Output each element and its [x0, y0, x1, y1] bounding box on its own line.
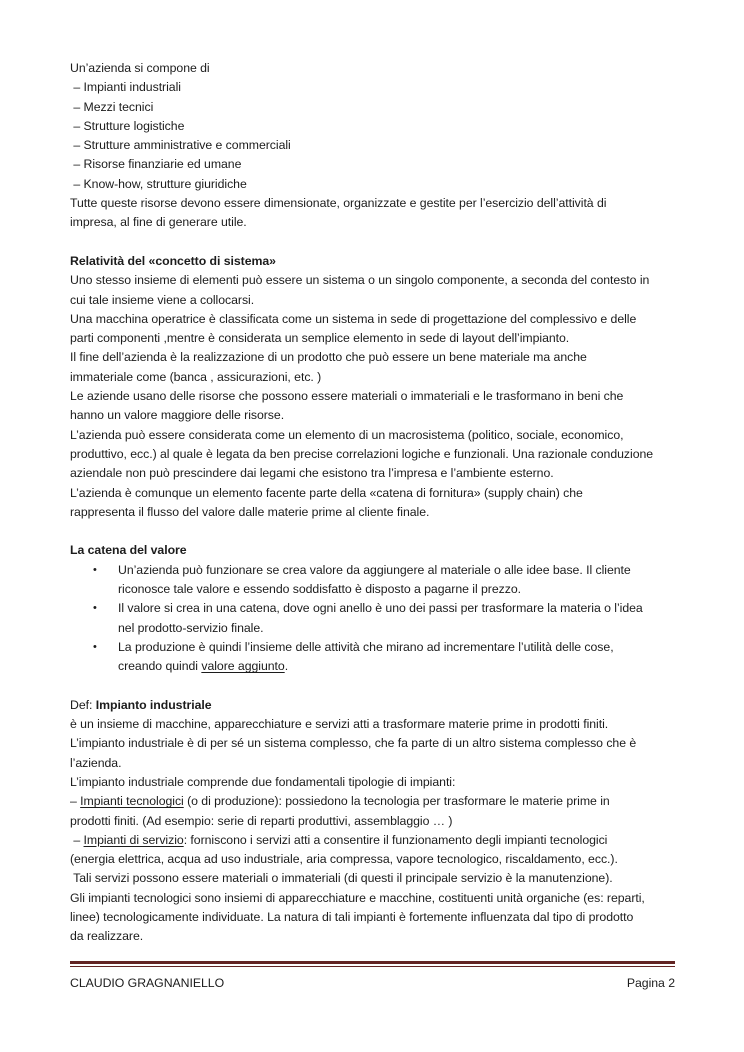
text-run: Uno stesso insieme di elementi può essere un sistema o un singolo componente, a seconda del contesto in — [70, 273, 650, 288]
text-line — [70, 734, 682, 753]
text-line — [70, 310, 682, 329]
text-run: impresa, al fine di generare utile. — [70, 215, 247, 230]
text-run: : forniscono i servizi atti a consentire il funzionamento degli impianti tecnologici — [183, 832, 608, 847]
underlined-text-run: Impianti di servizio — [83, 832, 184, 847]
text-run: Tutte queste risorse devono essere dimensionate, organizzate e gestite per l’esercizio dell’attività di — [70, 196, 607, 211]
text-run: – Impianti industriali — [70, 80, 181, 95]
bullet-icon: • — [93, 602, 97, 615]
text-line — [118, 599, 682, 618]
text-run: L’impianto industriale è di per sé un sistema complesso, che fa parte di un altro sistema complesso che è — [70, 736, 637, 751]
text-run: nel prodotto-servizio finale. — [118, 620, 264, 635]
text-run: da realizzare. — [70, 929, 144, 944]
text-line — [70, 869, 682, 888]
text-run: rappresenta il flusso del valore dalle materie prime al cliente finale. — [70, 504, 430, 519]
list-item — [70, 561, 682, 600]
text-line — [70, 773, 682, 792]
text-run: riconosce tale valore e essendo soddisfatto è disposto a pagarne il prezzo. — [118, 582, 521, 597]
text-line — [70, 59, 682, 78]
text-run: Una macchina operatrice è classificata come un sistema in sede di progettazione del complessivo e delle — [70, 311, 637, 326]
text-run: prodotti finiti. (Ad esempio: serie di reparti produttivi, assemblaggio … ) — [70, 813, 453, 828]
list-item — [70, 599, 682, 638]
footer-author: CLAUDIO GRAGNANIELLO — [70, 976, 225, 990]
text-run: Def: — [70, 697, 96, 712]
text-line — [70, 715, 682, 734]
bullet-icon: • — [93, 640, 97, 653]
text-line — [70, 754, 682, 773]
text-run: Un’azienda si compone di — [70, 61, 210, 75]
bold-text-run: Relatività del «concetto di sistema» — [70, 253, 276, 268]
text-line — [70, 927, 682, 946]
text-run: – — [70, 794, 81, 809]
text-run: – Risorse finanziarie ed umane — [70, 157, 242, 172]
blank-line — [70, 233, 682, 252]
text-line — [70, 696, 682, 715]
underlined-text-run: valore aggiunto — [201, 659, 285, 674]
document-body — [70, 59, 682, 947]
text-run: hanno un valore maggiore delle risorse. — [70, 408, 285, 423]
text-line — [70, 812, 682, 831]
list-item-text — [118, 638, 682, 677]
text-line — [70, 368, 682, 387]
text-line — [70, 406, 682, 425]
text-run: parti componenti ,mentre è considerata un semplice elemento in sede di layout dell’impianto. — [70, 331, 570, 346]
text-line — [70, 136, 682, 155]
blank-line — [70, 522, 682, 541]
text-line — [70, 98, 682, 117]
text-line — [70, 291, 682, 310]
text-run: – Strutture amministrative e commerciali — [70, 138, 291, 153]
text-line — [70, 464, 682, 483]
text-line — [70, 792, 682, 811]
text-run: Gli impianti tecnologici sono insiemi di apparecchiature e macchine, costituenti unità organiche (es: reparti, — [70, 890, 645, 905]
text-line — [118, 619, 682, 638]
text-line — [70, 445, 682, 464]
text-run: Un’azienda può funzionare se crea valore da aggiungere al materiale o alle idee base. Il cliente — [118, 562, 631, 577]
text-run: L’azienda è comunque un elemento facente parte della «catena di fornitura» (supply chain) che — [70, 485, 583, 500]
text-line — [70, 503, 682, 522]
bold-text-run: Impianto industriale — [95, 697, 212, 712]
text-line — [70, 889, 682, 908]
text-run: cui tale insieme viene a collocarsi. — [70, 292, 255, 307]
text-run: è un insieme di macchine, apparecchiature e servizi atti a trasformare materie prime in prodotti finiti. — [70, 717, 609, 732]
text-run: creando quindi — [118, 659, 202, 674]
text-run: produttivo, ecc.) al quale è legata da ben precise correlazioni logiche e funzionali. Una razionale conduzione — [70, 446, 654, 461]
list-item-text — [118, 561, 682, 600]
text-line — [70, 78, 682, 97]
text-line — [70, 155, 682, 174]
text-run: aziendale non può prescindere dai legami che esistono tra l’impresa e l’ambiente esterno. — [70, 466, 554, 481]
text-run: – Strutture logistiche — [70, 118, 185, 133]
page-footer — [70, 975, 675, 991]
section-heading — [70, 541, 682, 560]
section-heading — [70, 252, 682, 271]
text-run: L’azienda può essere considerata come un elemento di un macrosistema (politico, sociale, economico, — [70, 427, 624, 442]
text-run: . — [284, 659, 289, 674]
text-line — [70, 213, 682, 232]
underlined-text-run: Impianti tecnologici — [80, 794, 184, 809]
text-run: La produzione è quindi l’insieme delle attività che mirano ad incrementare l’utilità delle cose, — [118, 639, 614, 654]
text-run: Il fine dell’azienda è la realizzazione di un prodotto che può essere un bene materiale ma anche — [70, 350, 587, 365]
text-run: (energia elettrica, acqua ad uso industriale, aria compressa, vapore tecnologico, riscaldamento, ecc.). — [70, 852, 618, 867]
text-line — [118, 638, 682, 657]
footer-page-number: Pagina 2 — [626, 976, 675, 990]
text-line — [70, 387, 682, 406]
text-run: immateriale come (banca , assicurazioni, etc. ) — [70, 369, 322, 384]
text-line — [70, 175, 682, 194]
bold-text-run: La catena del valore — [70, 543, 187, 558]
text-line — [70, 194, 682, 213]
text-line — [70, 831, 682, 850]
text-run: Il valore si crea in una catena, dove ogni anello è uno dei passi per trasformare la materia o l’idea — [118, 601, 643, 616]
text-line — [70, 908, 682, 927]
text-run: – Know-how, strutture giuridiche — [70, 176, 247, 191]
text-run: (o di produzione): possiedono la tecnologia per trasformare le materie prime in — [183, 794, 610, 809]
list-item — [70, 638, 682, 677]
list-item-text — [118, 599, 682, 638]
text-line — [70, 329, 682, 348]
text-line — [118, 657, 682, 676]
text-run: Tali servizi possono essere materiali o immateriali (di questi il principale servizio è la manutenzione). — [70, 871, 613, 886]
text-run: linee) tecnologicamente individuate. La natura di tali impianti è fortemente influenzata dal tipo di prodotto — [70, 910, 634, 925]
text-line — [118, 561, 682, 580]
text-line — [70, 271, 682, 290]
text-run: – Mezzi tecnici — [70, 99, 154, 114]
text-line — [70, 484, 682, 503]
text-line — [70, 348, 682, 367]
text-line — [118, 580, 682, 599]
text-run: – — [70, 832, 84, 847]
bullet-icon: • — [93, 563, 97, 576]
blank-line — [70, 677, 682, 696]
text-run: Le aziende usano delle risorse che possono essere materiali o immateriali e le trasformano in beni che — [70, 389, 624, 404]
text-line — [70, 850, 682, 869]
footer-rule — [70, 961, 675, 967]
text-run: l’azienda. — [70, 755, 122, 770]
text-run: L’impianto industriale comprende due fondamentali tipologie di impianti: — [70, 774, 456, 789]
text-line — [70, 117, 682, 136]
text-line — [70, 426, 682, 445]
